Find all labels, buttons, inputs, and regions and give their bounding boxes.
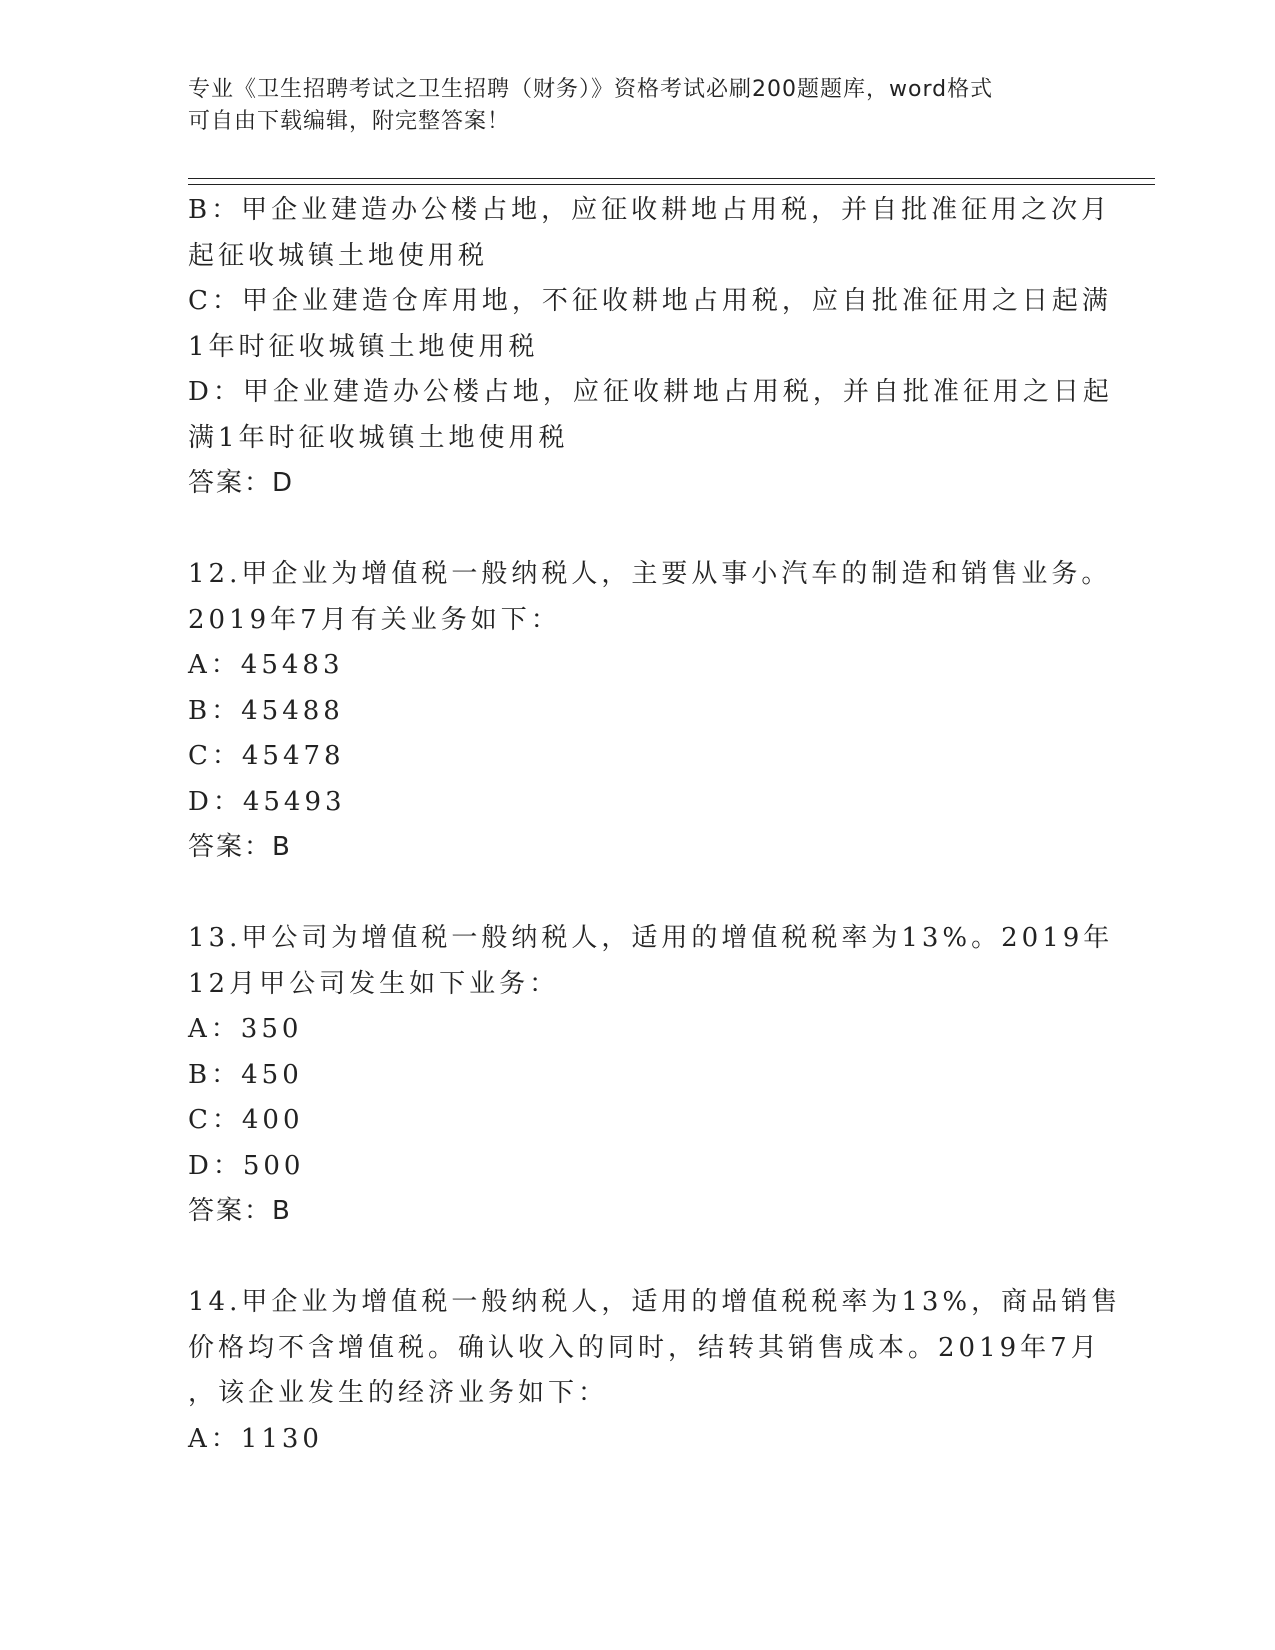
option-a: A：350: [188, 1014, 303, 1044]
header-title-line-2: 可自由下载编辑，附完整答案！: [188, 109, 511, 134]
spacer: [188, 507, 1088, 553]
option-b: B：450: [188, 1059, 303, 1090]
document-header: [188, 74, 1068, 138]
option-b-line-2: 起征收城镇土地使用税: [188, 240, 489, 271]
option-c: C：400: [188, 1105, 304, 1135]
option-c-line-2: 1年时征收城镇土地使用税: [188, 331, 539, 362]
header-divider-bottom: [188, 184, 1155, 185]
question-11-continued: [188, 188, 1113, 507]
header-title-line-1: 专业《卫生招聘考试之卫生招聘（财务）》资格考试必刷200题题库，word格式: [188, 77, 994, 102]
question-12: [188, 552, 1112, 871]
question-list: [188, 188, 1122, 1462]
answer-line: 答案：B: [188, 1196, 292, 1226]
answer-line: 答案：B: [188, 832, 292, 862]
spacer: [188, 1235, 1088, 1281]
option-d: D：45493: [188, 786, 346, 817]
option-d-line-1: D：甲企业建造办公楼占地，应征收耕地占用税，并自批准征用之日起: [188, 377, 1113, 407]
header-divider-top: [188, 178, 1155, 179]
question-stem-line-1: 12.甲企业为增值税一般纳税人，主要从事小汽车的制造和销售业务。: [188, 559, 1112, 589]
question-stem-line-3: ，该企业发生的经济业务如下：: [188, 1378, 609, 1408]
answer-line: 答案：D: [188, 468, 295, 498]
question-stem-line-1: 14.甲企业为增值税一般纳税人，适用的增值税税率为13%，商品销售: [188, 1287, 1122, 1317]
option-d: D：500: [188, 1150, 305, 1181]
question-14: [188, 1280, 1122, 1462]
option-d-line-2: 满1年时征收城镇土地使用税: [188, 422, 569, 453]
option-c-line-1: C：甲企业建造仓库用地，不征收耕地占用税，应自批准征用之日起满: [188, 286, 1112, 316]
question-13: [188, 916, 1114, 1235]
option-b-line-1: B：甲企业建造办公楼占地，应征收耕地占用税，并自批准征用之次月: [188, 195, 1112, 225]
question-stem-line-2: 价格均不含增值税。确认收入的同时，结转其销售成本。2019年7月: [188, 1332, 1101, 1363]
question-stem-line-2: 2019年7月有关业务如下：: [188, 604, 561, 635]
option-c: C：45478: [188, 741, 345, 771]
question-stem-line-2: 12月甲公司发生如下业务：: [188, 968, 560, 999]
question-stem-line-1: 13.甲公司为增值税一般纳税人，适用的增值税税率为13%。2019年: [188, 923, 1114, 953]
option-a: A：1130: [188, 1423, 323, 1454]
spacer: [188, 871, 1088, 917]
option-a: A：45483: [188, 650, 344, 680]
option-b: B：45488: [188, 695, 344, 726]
